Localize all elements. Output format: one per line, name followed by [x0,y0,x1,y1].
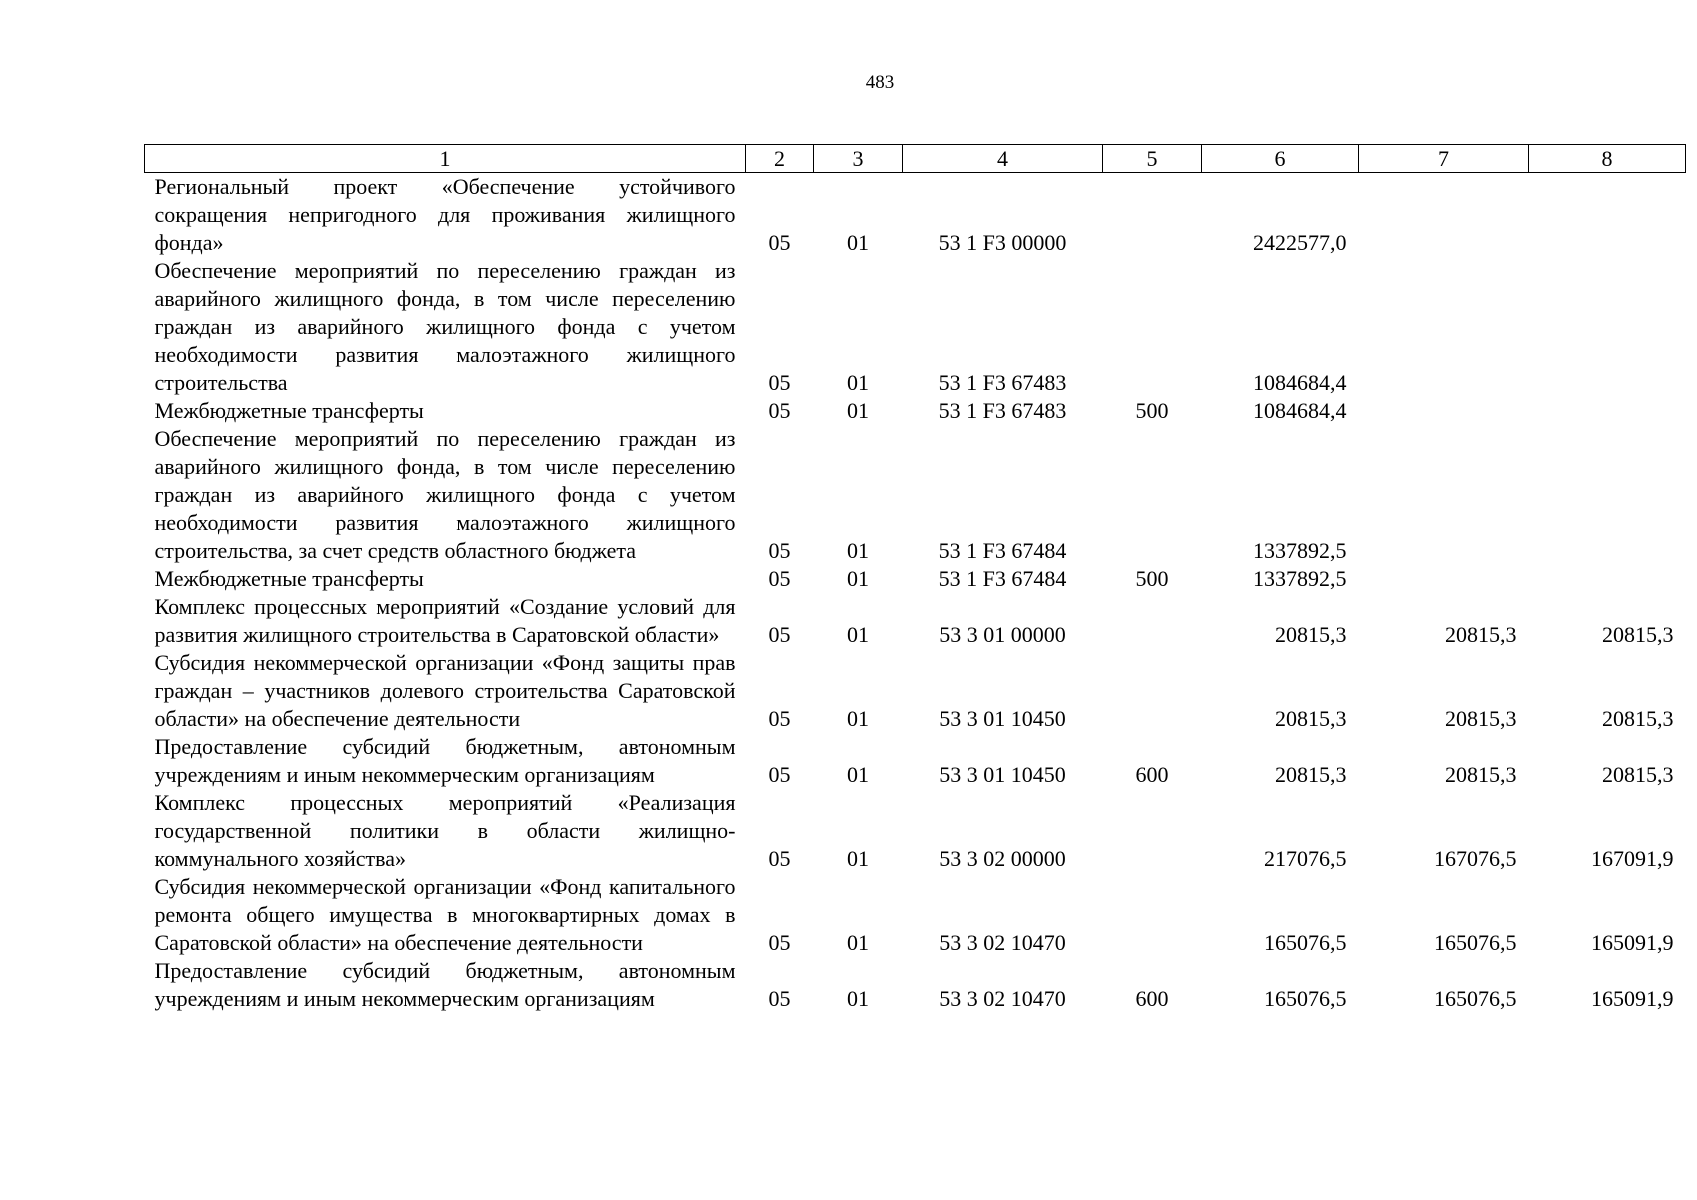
row-section: 05 [768,398,791,423]
table-row [145,397,1686,425]
row-expense-type: 500 [1135,566,1169,591]
row-target: 53 1 F3 67484 [938,538,1067,563]
row-expense-type [1103,593,1202,649]
row-amount-3: 20815,3 [1602,706,1674,731]
table-row [145,649,1686,733]
row-section: 05 [768,230,791,255]
row-target: 53 3 02 00000 [939,846,1066,871]
row-subsection: 01 [847,230,869,255]
row-subsection: 01 [847,622,869,647]
row-expense-type [1103,789,1202,873]
row-name: Региональный проект «Обеспечение устойчивого сокращения непригодного для проживания жилищного фонда» [154,174,736,255]
table-row [145,957,1686,1013]
row-amount-3: 165091,9 [1591,930,1674,955]
row-section: 05 [768,622,791,647]
table-row [145,173,1686,258]
row-expense-type [1103,649,1202,733]
row-target: 53 3 01 10450 [939,706,1066,731]
row-amount-2: 20815,3 [1445,762,1517,787]
row-section: 05 [768,370,791,395]
row-name: Межбюджетные трансферты [154,398,424,423]
row-expense-type: 500 [1135,398,1169,423]
table-row [145,593,1686,649]
row-name: Комплекс процессных мероприятий «Реализация государственной политики в области жилищно-коммунального хозяйства» [154,790,736,871]
header-col-8: 8 [1529,145,1686,173]
row-name: Обеспечение мероприятий по переселению граждан из аварийного жилищного фонда, в том числе переселению граждан из аварийного жилищного фонда с учетом необходимости развития малоэтажного жилищного строительства [154,258,736,395]
row-section: 05 [768,762,791,787]
row-amount-1: 1084684,4 [1253,370,1347,395]
row-target: 53 1 F3 67483 [938,370,1067,395]
row-amount-1: 20815,3 [1275,706,1347,731]
header-col-3: 3 [814,145,903,173]
row-subsection: 01 [847,538,869,563]
row-amount-2: 20815,3 [1445,622,1517,647]
row-expense-type: 600 [1135,986,1169,1011]
row-amount-3 [1529,565,1686,593]
row-expense-type [1103,173,1202,258]
row-amount-2: 20815,3 [1445,706,1517,731]
row-section: 05 [768,538,791,563]
row-subsection: 01 [847,930,869,955]
row-subsection: 01 [847,370,869,395]
row-subsection: 01 [847,762,869,787]
row-amount-3: 20815,3 [1602,622,1674,647]
row-amount-2: 165076,5 [1434,986,1517,1011]
header-col-7: 7 [1359,145,1529,173]
row-target: 53 3 02 10470 [939,986,1066,1011]
row-amount-2: 165076,5 [1434,930,1517,955]
table-body [145,173,1686,1014]
row-amount-1: 217076,5 [1264,846,1347,871]
table-row [145,565,1686,593]
row-expense-type [1103,873,1202,957]
table-row [145,789,1686,873]
row-amount-3: 167091,9 [1591,846,1674,871]
row-amount-2 [1359,397,1529,425]
row-section: 05 [768,706,791,731]
row-name: Субсидия некоммерческой организации «Фонд защиты прав граждан – участников долевого строительства Саратовской области» на обеспечение деятельности [154,650,736,731]
row-expense-type [1103,425,1202,565]
row-subsection: 01 [847,986,869,1011]
row-amount-3 [1529,425,1686,565]
table-row [145,873,1686,957]
row-subsection: 01 [847,846,869,871]
row-amount-2 [1359,173,1529,258]
page-number: 483 [865,72,895,93]
row-amount-1: 165076,5 [1264,986,1347,1011]
row-name: Субсидия некоммерческой организации «Фонд капитального ремонта общего имущества в многоквартирных домах в Саратовской области» на обеспечение деятельности [154,874,736,955]
table-row [145,425,1686,565]
row-amount-3 [1529,257,1686,397]
row-amount-1: 1337892,5 [1253,538,1347,563]
row-name: Предоставление субсидий бюджетным, автономным учреждениям и иным некоммерческим организациям [154,734,736,787]
row-section: 05 [768,930,791,955]
row-name: Комплекс процессных мероприятий «Создание условий для развития жилищного строительства в Саратовской области» [154,594,736,647]
row-amount-1: 1084684,4 [1253,398,1347,423]
row-amount-3: 20815,3 [1602,762,1674,787]
row-target: 53 1 F3 67484 [938,566,1067,591]
row-section: 05 [768,566,791,591]
header-col-1: 1 [145,145,746,173]
header-col-4: 4 [903,145,1103,173]
budget-table [144,144,1686,1013]
table-row [145,733,1686,789]
row-section: 05 [768,846,791,871]
row-amount-1: 1337892,5 [1253,566,1347,591]
row-amount-2 [1359,257,1529,397]
row-amount-1: 165076,5 [1264,930,1347,955]
row-amount-2 [1359,425,1529,565]
row-amount-1: 20815,3 [1275,622,1347,647]
row-name: Обеспечение мероприятий по переселению граждан из аварийного жилищного фонда, в том числе переселению граждан из аварийного жилищного фонда с учетом необходимости развития малоэтажного жилищного строительства, за счет средств областного бюджета [154,426,736,563]
header-row [145,145,1686,173]
header-col-6: 6 [1202,145,1359,173]
row-amount-3 [1529,397,1686,425]
row-target: 53 1 F3 67483 [938,398,1067,423]
row-subsection: 01 [847,566,869,591]
row-subsection: 01 [847,706,869,731]
table-row [145,257,1686,397]
row-target: 53 3 02 10470 [939,930,1066,955]
row-expense-type: 600 [1135,762,1169,787]
row-target: 53 3 01 00000 [939,622,1066,647]
row-section: 05 [768,986,791,1011]
row-subsection: 01 [847,398,869,423]
row-amount-2 [1359,565,1529,593]
row-amount-3 [1529,173,1686,258]
row-name: Предоставление субсидий бюджетным, автономным учреждениям и иным некоммерческим организациям [154,958,736,1011]
row-name: Межбюджетные трансферты [154,566,424,591]
table-header [145,145,1686,173]
row-amount-2: 167076,5 [1434,846,1517,871]
header-col-5: 5 [1103,145,1202,173]
row-amount-1: 2422577,0 [1253,230,1347,255]
header-col-2: 2 [746,145,814,173]
row-target: 53 3 01 10450 [939,762,1066,787]
row-expense-type [1103,257,1202,397]
row-amount-1: 20815,3 [1275,762,1347,787]
row-target: 53 1 F3 00000 [938,230,1067,255]
row-amount-3: 165091,9 [1591,986,1674,1011]
